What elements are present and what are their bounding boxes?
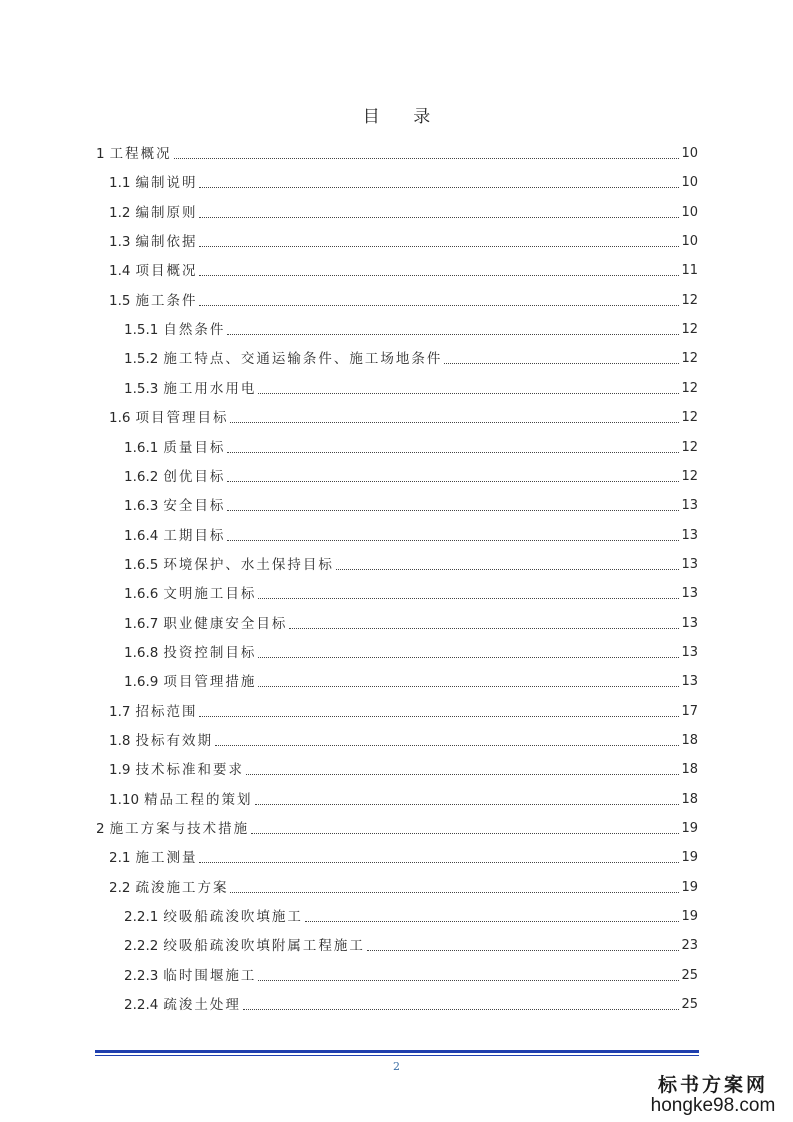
toc-entry-title: 绞吸船疏浚吹填附属工程施工 [163,938,365,955]
toc-entry-title: 编制原则 [135,204,198,221]
toc-entry-number: 1.1 [109,175,131,192]
toc-entry-number: 1.6.4 [124,527,159,544]
toc-entry-page: 10 [681,204,698,220]
toc-entry-number: 1.5.3 [124,380,159,397]
toc-entry[interactable] [96,141,698,163]
toc-leader-dots [258,598,679,599]
toc-leader-dots [251,833,679,834]
toc-leader-dots [230,422,679,423]
toc-entry-page: 18 [681,791,698,807]
toc-entry-page: 12 [681,439,698,455]
toc-entry[interactable] [124,581,698,603]
toc-entry[interactable] [109,787,698,809]
toc-entry-title: 安全目标 [163,498,226,515]
toc-entry-page: 13 [681,586,698,602]
toc-entry[interactable] [109,845,698,867]
toc-entry[interactable] [109,699,698,721]
toc-entry-page: 13 [681,527,698,543]
toc-entry-number: 1 [96,146,105,162]
toc-entry-page: 19 [681,879,698,895]
toc-entry-page: 25 [681,967,698,983]
toc-leader-dots [174,158,680,159]
toc-entry[interactable] [124,963,698,985]
toc-entry-title: 投资控制目标 [163,644,257,661]
toc-leader-dots [246,774,679,775]
toc-entry[interactable] [124,346,698,368]
toc-entry-number: 1.6.5 [124,556,159,573]
toc-entry[interactable] [109,875,698,897]
toc-entry-page: 12 [681,410,698,426]
toc-entry-page: 10 [681,146,698,161]
toc-entry-number: 1.5 [109,292,131,309]
footer-rule-thin [95,1055,699,1056]
toc-entry[interactable] [109,258,698,280]
toc-entry-page: 12 [681,351,698,367]
toc-entry-title: 施工方案与技术措施 [109,821,250,838]
toc-entry-title: 工期目标 [163,527,226,544]
toc-entry-page: 18 [681,733,698,748]
toc-entry-title: 项目管理目标 [135,410,229,427]
toc-entry-number: 1.6 [109,410,131,427]
toc-entry-number: 1.6.3 [124,498,159,515]
toc-entry-title: 项目管理措施 [163,674,257,691]
toc-entry[interactable] [109,757,698,779]
toc-entry-number: 1.3 [109,234,131,251]
toc-entry-number: 1.2 [109,204,131,221]
toc-entry-number: 1.6.2 [124,468,159,485]
toc-leader-dots [230,892,679,893]
toc-entry-number: 2.2 [109,879,131,896]
toc-entry-page: 23 [681,938,698,954]
watermark-logo [643,1070,783,1117]
toc-leader-dots [258,686,679,687]
toc-leader-dots [336,569,680,570]
toc-entry-page: 25 [681,997,698,1013]
toc-entry-page: 19 [681,821,698,837]
toc-entry-page: 11 [681,263,698,279]
toc-entry[interactable] [124,669,698,691]
footer-rule-thick [95,1050,699,1053]
toc-entry[interactable] [109,288,698,310]
toc-entry-number: 1.6.1 [124,439,159,456]
toc-leader-dots [199,716,679,717]
toc-entry-title: 编制说明 [135,175,198,192]
toc-leader-dots [227,452,679,453]
toc-entry[interactable] [124,904,698,926]
toc-leader-dots [215,745,679,746]
toc-leader-dots [199,187,679,188]
toc-leader-dots [243,1009,680,1010]
toc-entry[interactable] [124,552,698,574]
toc-entry[interactable] [124,992,698,1014]
toc-entry-number: 1.5.1 [124,322,159,339]
toc-entry-title: 疏浚土处理 [163,997,241,1014]
toc-entry-number: 2.2.2 [124,938,159,955]
toc-entry-title: 临时围堰施工 [163,967,257,984]
toc-entry-number: 1.7 [109,703,131,720]
toc-entry-title: 工程概况 [109,146,172,162]
toc-entry-page: 18 [681,762,698,778]
toc-leader-dots [227,481,679,482]
toc-leader-dots [258,657,679,658]
toc-entry-number: 2.2.3 [124,967,159,984]
toc-entry[interactable] [124,933,698,955]
toc-entry[interactable] [109,728,698,750]
toc-entry-title: 编制依据 [135,234,198,251]
toc-entry-page: 19 [681,850,698,866]
toc-entry[interactable] [109,405,698,427]
toc-entry-page: 13 [681,615,698,631]
toc-entry[interactable] [96,816,698,838]
toc-entry-title: 文明施工目标 [163,586,257,603]
page-number: 2 [393,1060,400,1073]
toc-leader-dots [227,540,679,541]
toc-entry-page: 12 [681,380,698,396]
toc-entry-number: 1.6.6 [124,586,159,603]
toc-entry-page: 13 [681,556,698,572]
toc-entry-title: 绞吸船疏浚吹填施工 [163,909,303,926]
toc-leader-dots [289,628,679,629]
toc-entry-title: 疏浚施工方案 [135,879,229,896]
toc-entry[interactable] [124,523,698,545]
toc-entry-page: 13 [681,674,698,690]
toc-entry[interactable] [124,493,698,515]
toc-entry-title: 施工条件 [135,292,198,309]
toc-leader-dots [444,363,679,364]
toc-entry[interactable] [124,611,698,633]
toc-leader-dots [258,393,679,394]
toc-entry-page: 12 [681,292,698,308]
toc-entry[interactable] [124,464,698,486]
toc-leader-dots [367,950,680,951]
toc-entry-page: 19 [681,909,698,925]
toc-entry-title: 项目概况 [135,263,198,280]
toc-entry-number: 1.8 [109,733,131,749]
toc-entry-number: 1.6.7 [124,615,159,632]
toc-entry-page: 13 [681,498,698,514]
toc-entry-title: 环境保护、水土保持目标 [163,556,334,573]
toc-entry-title: 投标有效期 [135,733,213,749]
toc-title: 目 录 [362,107,445,127]
toc-entry-number: 2 [96,821,105,838]
toc-entry-title: 施工测量 [135,850,198,867]
toc-entry-number: 2.1 [109,850,131,867]
toc-entry-number: 1.6.9 [124,674,159,691]
toc-entry-number: 1.4 [109,263,131,280]
toc-entry-title: 技术标准和要求 [135,762,244,779]
toc-leader-dots [199,246,679,247]
toc-entry[interactable] [124,376,698,398]
toc-entry-number: 1.5.2 [124,351,159,368]
toc-entry-page: 13 [681,644,698,660]
toc-entry[interactable] [124,317,698,339]
toc-entry-number: 2.2.4 [124,997,159,1014]
toc-entry-page: 12 [681,468,698,484]
toc-leader-dots [305,921,680,922]
toc-leader-dots [227,510,679,511]
toc-entry[interactable] [109,170,698,192]
toc-leader-dots [199,217,679,218]
watermark-url: hongke98.com [650,1095,776,1116]
toc-entry-page: 12 [681,322,698,338]
toc-entry-number: 1.10 [109,791,140,808]
toc-entry-page: 17 [681,703,698,719]
toc-entry-title: 创优目标 [163,468,226,485]
toc-entry-page: 10 [681,234,698,250]
toc-entry-title: 精品工程的策划 [144,791,253,808]
toc-entry[interactable] [124,640,698,662]
toc-entry[interactable] [124,435,698,457]
toc-entry-title: 施工特点、交通运输条件、施工场地条件 [163,351,443,368]
toc-leader-dots [227,334,679,335]
toc-leader-dots [199,862,679,863]
toc-entry[interactable] [109,229,698,251]
toc-entry[interactable] [109,200,698,222]
toc-entry-title: 招标范围 [135,703,198,720]
toc-entry-title: 职业健康安全目标 [163,615,288,632]
watermark-text: 标书方案网 [657,1074,768,1096]
toc-leader-dots [258,980,679,981]
toc-leader-dots [199,305,679,306]
toc-entry-page: 10 [681,175,698,191]
toc-leader-dots [199,275,679,276]
toc-leader-dots [255,804,680,805]
toc-entry-number: 2.2.1 [124,909,159,926]
toc-entry-number: 1.9 [109,762,131,779]
toc-entry-title: 自然条件 [163,322,226,339]
toc-entry-title: 质量目标 [163,439,226,456]
toc-entry-title: 施工用水用电 [163,380,257,397]
toc-entry-number: 1.6.8 [124,644,159,661]
